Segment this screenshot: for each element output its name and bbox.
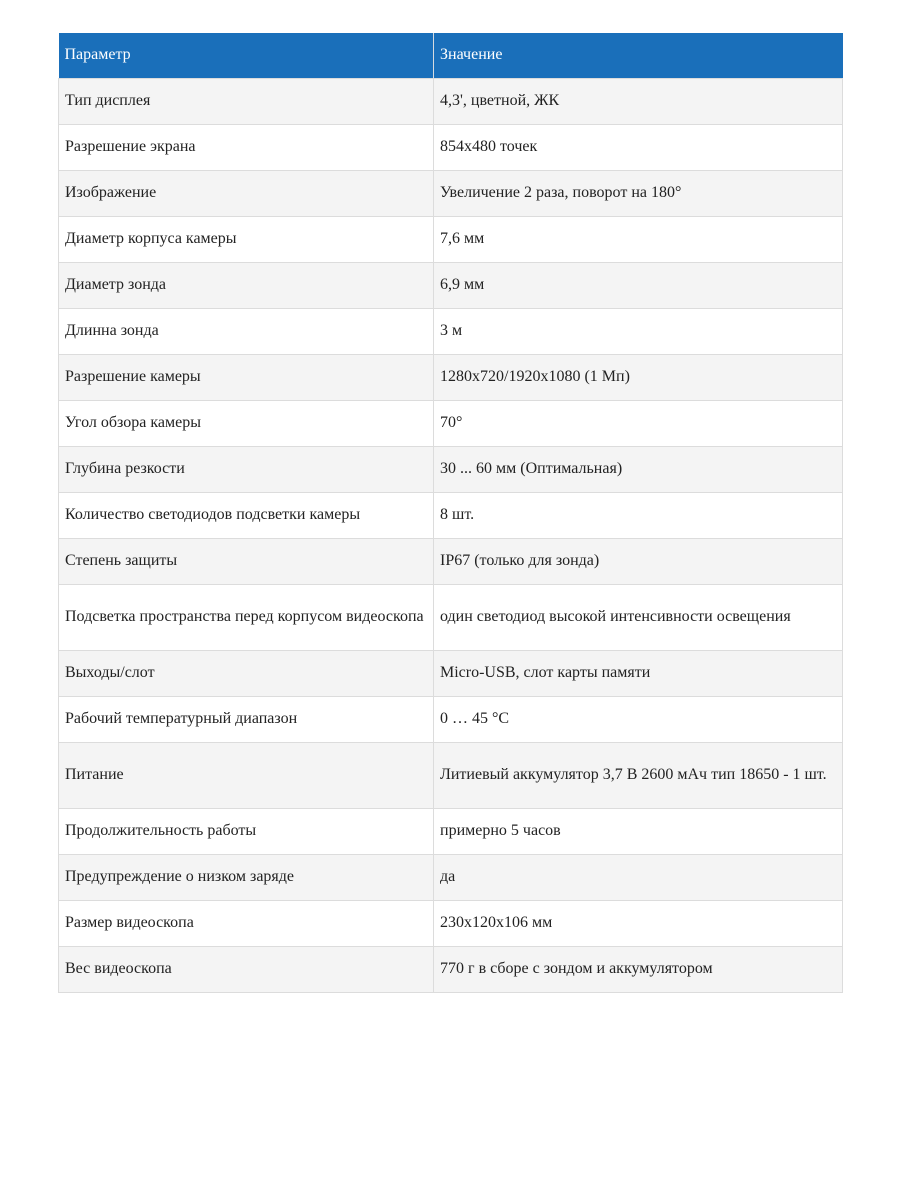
cell-value: 30 ... 60 мм (Оптимальная): [434, 446, 843, 492]
cell-param: Рабочий температурный диапазон: [59, 696, 434, 742]
cell-value: 854x480 точек: [434, 124, 843, 170]
cell-param: Предупреждение о низком заряде: [59, 854, 434, 900]
table-row: [59, 650, 843, 696]
cell-value: Литиевый аккумулятор 3,7 В 2600 мАч тип 18650 - 1 шт.: [434, 742, 843, 808]
cell-value: Micro-USB, слот карты памяти: [434, 650, 843, 696]
table-row: [59, 742, 843, 808]
cell-param: Диаметр зонда: [59, 262, 434, 308]
cell-value: 8 шт.: [434, 492, 843, 538]
table-row: [59, 262, 843, 308]
table-row: [59, 78, 843, 124]
header-param: Параметр: [59, 33, 434, 78]
table-row: [59, 492, 843, 538]
cell-param: Глубина резкости: [59, 446, 434, 492]
cell-param: Вес видеоскопа: [59, 946, 434, 992]
cell-param: Подсветка пространства перед корпусом видеоскопа: [59, 584, 434, 650]
table-row: [59, 446, 843, 492]
table-header: [59, 33, 843, 78]
cell-value: один светодиод высокой интенсивности освещения: [434, 584, 843, 650]
table-row: [59, 854, 843, 900]
cell-param: Изображение: [59, 170, 434, 216]
table-row: [59, 584, 843, 650]
table-row: [59, 170, 843, 216]
table-body: [59, 78, 843, 992]
cell-value: 4,3', цветной, ЖК: [434, 78, 843, 124]
cell-value: 770 г в сборе с зондом и аккумулятором: [434, 946, 843, 992]
cell-value: да: [434, 854, 843, 900]
cell-value: 7,6 мм: [434, 216, 843, 262]
table-row: [59, 538, 843, 584]
cell-value: 6,9 мм: [434, 262, 843, 308]
cell-value: Увеличение 2 раза, поворот на 180°: [434, 170, 843, 216]
table-row: [59, 354, 843, 400]
table-row: [59, 216, 843, 262]
cell-param: Угол обзора камеры: [59, 400, 434, 446]
table-row: [59, 696, 843, 742]
cell-value: примерно 5 часов: [434, 808, 843, 854]
table-row: [59, 808, 843, 854]
cell-value: 0 … 45 °C: [434, 696, 843, 742]
table-row: [59, 124, 843, 170]
cell-param: Диаметр корпуса камеры: [59, 216, 434, 262]
table-row: [59, 946, 843, 992]
table-header-row: [59, 33, 843, 78]
table-row: [59, 400, 843, 446]
cell-value: 230x120x106 мм: [434, 900, 843, 946]
cell-param: Выходы/слот: [59, 650, 434, 696]
cell-value: 70°: [434, 400, 843, 446]
spec-table: [58, 33, 843, 993]
cell-param: Продолжительность работы: [59, 808, 434, 854]
cell-param: Количество светодиодов подсветки камеры: [59, 492, 434, 538]
cell-param: Питание: [59, 742, 434, 808]
cell-value: 3 м: [434, 308, 843, 354]
cell-value: IP67 (только для зонда): [434, 538, 843, 584]
cell-param: Длинна зонда: [59, 308, 434, 354]
table-row: [59, 900, 843, 946]
cell-param: Размер видеоскопа: [59, 900, 434, 946]
table-row: [59, 308, 843, 354]
cell-param: Разрешение камеры: [59, 354, 434, 400]
cell-value: 1280x720/1920x1080 (1 Мп): [434, 354, 843, 400]
cell-param: Степень защиты: [59, 538, 434, 584]
cell-param: Разрешение экрана: [59, 124, 434, 170]
cell-param: Тип дисплея: [59, 78, 434, 124]
header-value: Значение: [434, 33, 843, 78]
